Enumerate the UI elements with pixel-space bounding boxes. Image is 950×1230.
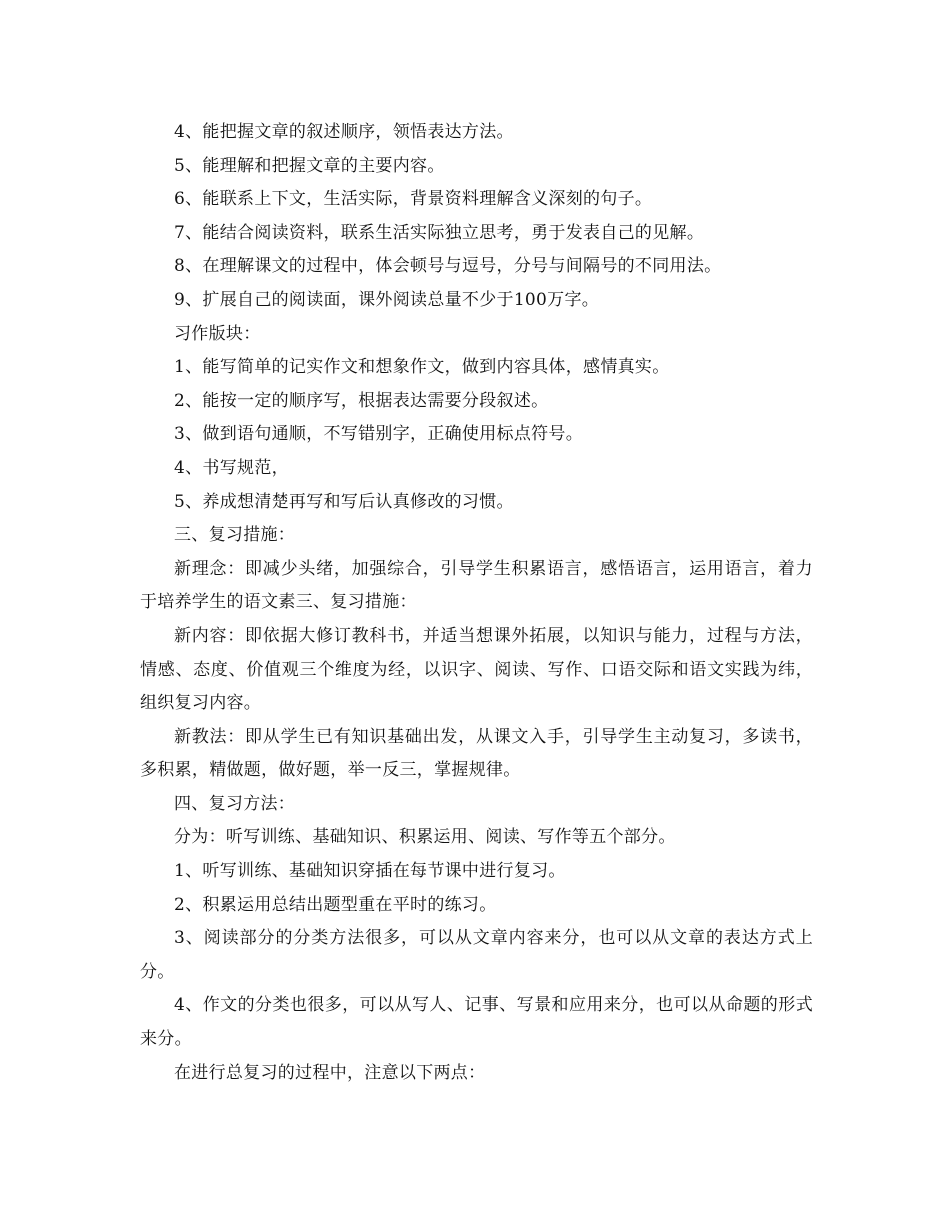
paragraph-7: 1、能写简单的记实作文和想象作文，做到内容具体，感情真实。 [174, 357, 670, 378]
section-heading-measures: 三、复习措施： [174, 525, 296, 546]
paragraph-new-content: 新内容：即依据大修订教科书，并适当想课外拓展，以知识与能力，过程与方法，情感、态度、价值观三个维度为经，以识字、阅读、写作、口语交际和语文实践为纬，组织复习内容。 [140, 625, 813, 714]
paragraph-15: 4、作文的分类也很多，可以从写人、记事、写景和应用来分，也可以从命题的形式来分。 [140, 995, 813, 1050]
paragraph-6: 9、扩展自己的阅读面，课外阅读总量不少于100万字。 [174, 289, 600, 310]
paragraph-14: 3、阅读部分的分类方法很多，可以从文章内容来分，也可以从文章的表达方式上分。 [140, 928, 813, 982]
paragraph-parts: 分为：听写训练、基础知识、积累运用、阅读、写作等五个部分。 [174, 827, 676, 848]
paragraph-4: 7、能结合阅读资料，联系生活实际独立思考，勇于发表自己的见解。 [174, 222, 705, 243]
paragraph-8: 2、能按一定的顺序写，根据表达需要分段叙述。 [174, 390, 549, 411]
paragraph-3: 6、能联系上下文，生活实际，背景资料理解含义深刻的句子。 [174, 189, 653, 210]
paragraph-new-method: 新教法：即从学生已有知识基础出发，从课文入手，引导学生主动复习，多读书，多积累，精做题，做好题，举一反三，掌握规律。 [140, 726, 813, 781]
paragraph-10: 4、书写规范， [174, 457, 289, 478]
paragraph-2: 5、能理解和把握文章的主要内容。 [174, 155, 445, 176]
section-heading-writing: 习作版块： [174, 323, 261, 344]
paragraph-16: 在进行总复习的过程中，注意以下两点： [174, 1062, 486, 1083]
paragraph-1: 4、能把握文章的叙述顺序，领悟表达方法。 [174, 122, 514, 142]
section-heading-methods: 四、复习方法： [174, 793, 296, 814]
paragraph-12: 1、听写训练、基础知识穿插在每节课中进行复习。 [174, 861, 566, 882]
paragraph-5: 8、在理解课文的过程中，体会顿号与逗号，分号与间隔号的不同用法。 [174, 256, 722, 277]
paragraph-13: 2、积累运用总结出题型重在平时的练习。 [174, 894, 497, 915]
paragraph-11: 5、养成想清楚再写和写后认真修改的习惯。 [174, 491, 514, 512]
paragraph-9: 3、做到语句通顺，不写错别字，正确使用标点符号。 [174, 424, 584, 445]
document-page [140, 116, 813, 1090]
paragraph-new-concept: 新理念：即减少头绪，加强综合，引导学生积累语言，感悟语言，运用语言，着力于培养学生的语文素三、复习措施： [140, 558, 813, 613]
